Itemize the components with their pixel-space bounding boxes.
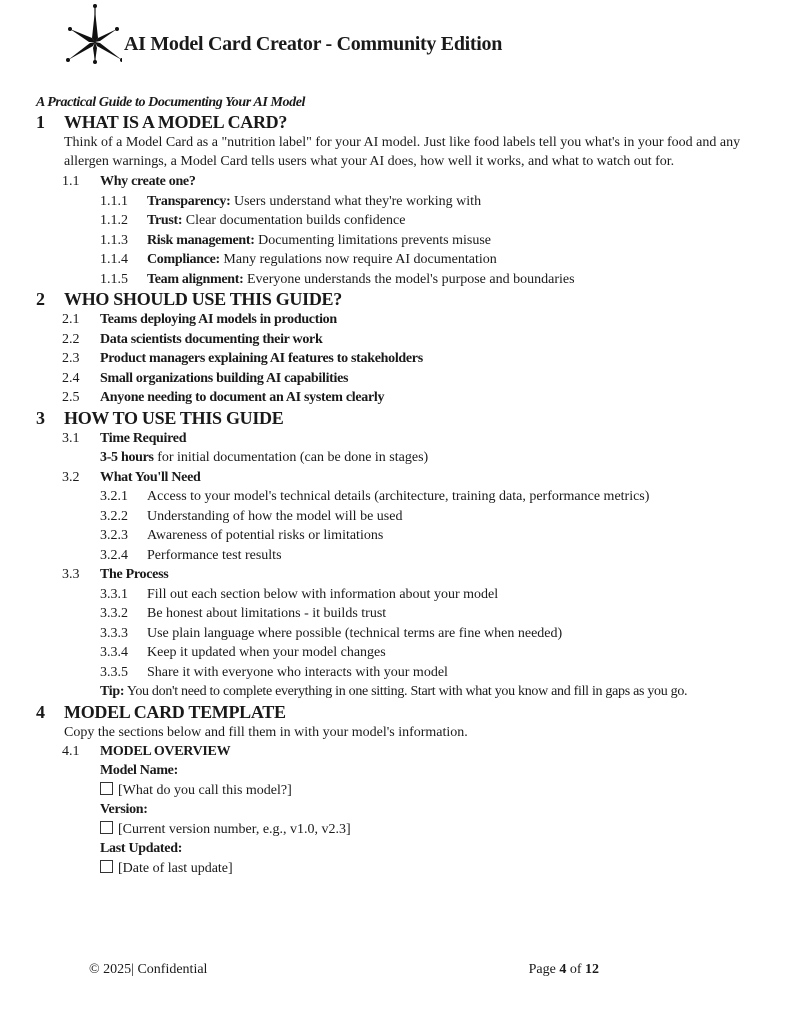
section-heading-3 xyxy=(36,408,766,429)
item-label: Compliance: xyxy=(147,252,220,267)
section-number: 1 xyxy=(36,112,45,132)
item-number: 2.1 xyxy=(62,312,80,327)
section-title: MODEL CARD TEMPLATE xyxy=(64,701,286,722)
item-number: 3.3.4 xyxy=(100,645,128,660)
page-prefix: Page xyxy=(528,962,560,977)
star-logo-icon xyxy=(62,2,122,66)
item-text: Awareness of potential risks or limitations xyxy=(147,528,384,543)
checkbox-icon[interactable] xyxy=(100,860,113,873)
section-heading-4 xyxy=(36,702,766,723)
section-intro: Copy the sections below and fill them in with your model's information. xyxy=(64,724,468,740)
section-title: HOW TO USE THIS GUIDE xyxy=(64,407,284,428)
list-item xyxy=(100,507,766,527)
field-label-last-updated: Last Updated: xyxy=(100,841,183,856)
list-item xyxy=(62,349,766,369)
subsection-number: 3.1 xyxy=(62,430,80,446)
item-number: 1.1.1 xyxy=(100,193,128,209)
tip-text: You don't need to complete everything in one sitting. Start with what you know and fill in gaps as you go. xyxy=(124,684,688,699)
section-title: WHAT IS A MODEL CARD? xyxy=(64,112,288,132)
field-placeholder: [Current version number, e.g., v1.0, v2.3] xyxy=(118,821,351,837)
list-item xyxy=(100,624,766,644)
subsection-heading xyxy=(62,468,766,488)
field-placeholder: [Date of last update] xyxy=(118,860,233,876)
page-current: 4 xyxy=(559,962,567,977)
subsection-number: 1.1 xyxy=(62,174,80,189)
item-number: 2.4 xyxy=(62,370,80,386)
subsection-heading xyxy=(62,565,766,585)
item-label: Trust: xyxy=(147,213,183,228)
subsection-title: The Process xyxy=(100,567,169,582)
field-label-model-name: Model Name: xyxy=(100,763,178,778)
list-item xyxy=(100,663,766,683)
subsection-number: 4.1 xyxy=(62,743,80,759)
item-text: Everyone understands the model's purpose and boundaries xyxy=(246,271,575,287)
item-text: Clear documentation builds confidence xyxy=(185,213,406,228)
item-text: Many regulations now require AI documentation xyxy=(223,252,497,267)
item-text: Teams deploying AI models in production xyxy=(100,312,337,327)
page-of: of xyxy=(566,962,585,977)
item-label: Team alignment: xyxy=(147,271,244,287)
section-title: WHO SHOULD USE THIS GUIDE? xyxy=(64,289,342,309)
item-number: 3.2.1 xyxy=(100,489,128,504)
field-last-updated[interactable] xyxy=(100,859,766,879)
list-item xyxy=(100,487,766,507)
subsection-title: What You'll Need xyxy=(100,469,201,485)
list-item xyxy=(100,546,766,566)
subsection-heading xyxy=(62,742,766,762)
subsection-title: MODEL OVERVIEW xyxy=(100,743,231,759)
list-item xyxy=(62,310,766,330)
section-number: 3 xyxy=(36,407,45,428)
list-item xyxy=(62,388,766,408)
item-number: 3.2.4 xyxy=(100,547,128,563)
checkbox-icon[interactable] xyxy=(100,821,113,834)
list-item xyxy=(100,585,766,605)
section-number: 2 xyxy=(36,289,45,309)
item-number: 2.5 xyxy=(62,390,80,405)
item-text: Fill out each section below with information about your model xyxy=(147,586,499,602)
item-number: 3.2.3 xyxy=(100,528,128,543)
item-text: Users understand what they're working with xyxy=(233,193,482,209)
tip-note xyxy=(100,682,766,702)
item-text: Documenting limitations prevents misuse xyxy=(258,232,492,248)
item-text: Use plain language where possible (technical terms are fine when needed) xyxy=(147,625,563,641)
tip-label: Tip: xyxy=(100,684,125,699)
list-item xyxy=(100,250,766,270)
field-model-name[interactable] xyxy=(100,781,766,801)
page-total: 12 xyxy=(585,962,599,977)
subsection-heading xyxy=(62,172,766,192)
item-number: 1.1.3 xyxy=(100,232,128,248)
app-title: AI Model Card Creator - Community Edition xyxy=(124,32,503,55)
item-number: 3.3.5 xyxy=(100,664,128,680)
item-text: Anyone needing to document an AI system clearly xyxy=(100,390,385,405)
list-item xyxy=(100,270,766,290)
copyright-text: © 2025 xyxy=(89,962,132,977)
time-estimate: 3-5 hours xyxy=(100,450,154,465)
item-number: 3.3.2 xyxy=(100,606,128,621)
item-number: 2.2 xyxy=(62,331,80,347)
list-item xyxy=(100,211,766,231)
field-version[interactable] xyxy=(100,820,766,840)
footer-separator: | xyxy=(131,962,134,977)
item-text: Access to your model's technical details (architecture, training data, performance metrics) xyxy=(147,489,650,504)
item-text: Keep it updated when your model changes xyxy=(147,645,386,660)
list-item xyxy=(100,643,766,663)
item-text: Be honest about limitations - it builds trust xyxy=(147,606,387,621)
subsection-title: Time Required xyxy=(100,430,187,446)
item-text: Understanding of how the model will be used xyxy=(147,508,403,524)
document-header xyxy=(62,2,502,66)
list-item xyxy=(100,231,766,251)
list-item xyxy=(62,369,766,389)
confidential-label: Confidential xyxy=(137,962,208,977)
item-label: Transparency: xyxy=(147,193,231,209)
item-number: 1.1.2 xyxy=(100,213,128,228)
item-text: Small organizations building AI capabilities xyxy=(100,370,349,386)
section-number: 4 xyxy=(36,701,45,722)
document-body xyxy=(36,93,766,878)
list-item xyxy=(62,330,766,350)
item-text: Product managers explaining AI features to stakeholders xyxy=(100,351,423,366)
item-number: 1.1.5 xyxy=(100,271,128,287)
item-text: Share it with everyone who interacts with your model xyxy=(147,664,448,680)
item-number: 3.3.3 xyxy=(100,625,128,641)
item-label: Risk management: xyxy=(147,232,255,248)
item-text: Performance test results xyxy=(147,547,282,563)
checkbox-icon[interactable] xyxy=(100,782,113,795)
section-intro: Think of a Model Card as a "nutrition label" for your AI model. Just like food labels tell you what's in your food and any allergen warnings, a Model Card tells users what your AI does, how well it works, and what to watch out for. xyxy=(64,135,741,169)
subsection-title: Why create one? xyxy=(100,174,196,189)
time-note: for initial documentation (can be done in stages) xyxy=(153,450,429,465)
item-number: 3.2.2 xyxy=(100,508,128,524)
item-number: 3.3.1 xyxy=(100,586,128,602)
footer-left xyxy=(89,962,207,978)
list-item xyxy=(100,192,766,212)
item-number: 1.1.4 xyxy=(100,252,128,267)
field-placeholder: [What do you call this model?] xyxy=(118,782,292,798)
subsection-number: 3.2 xyxy=(62,469,80,485)
time-required-text xyxy=(100,448,766,468)
list-item xyxy=(100,604,766,624)
section-heading-1 xyxy=(36,112,766,133)
item-number: 2.3 xyxy=(62,351,80,366)
page-number xyxy=(529,962,599,978)
section-heading-2 xyxy=(36,289,766,310)
document-subtitle: A Practical Guide to Documenting Your AI Model xyxy=(36,95,306,110)
list-item xyxy=(100,526,766,546)
item-text: Data scientists documenting their work xyxy=(100,331,323,347)
subsection-heading xyxy=(62,429,766,449)
field-label-version: Version: xyxy=(100,802,148,817)
page-footer xyxy=(89,962,599,978)
subsection-number: 3.3 xyxy=(62,567,80,582)
